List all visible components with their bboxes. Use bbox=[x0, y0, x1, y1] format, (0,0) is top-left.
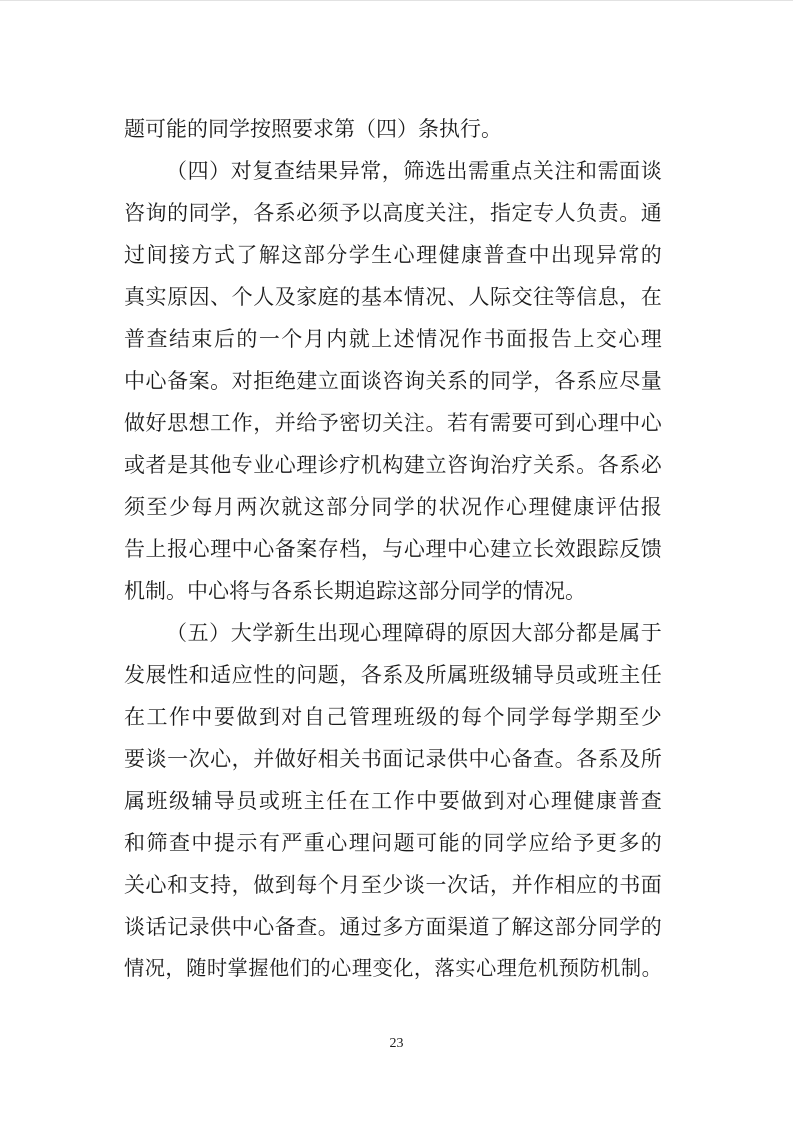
text-line: 普 查 结 束 后 的 一 个 月 内 就 上 述 情 况 作 书 面 报 告 上 交 心 理 bbox=[124, 327, 662, 351]
document-body bbox=[124, 108, 662, 990]
text-line: 咨 询 的 同 学 ， 各 系 必 须 予 以 高 度 关 注 ， 指 定 专 人 负 责 。 通 bbox=[124, 201, 662, 225]
text-line: 做 好 思 想 工 作 ， 并 给 予 密 切 关 注 。 若 有 需 要 可 到 心 理 中 心 bbox=[124, 411, 662, 435]
text-line: 要 谈 一 次 心 ， 并 做 好 相 关 书 面 记 录 供 中 心 备 查 。 各 系 及 所 bbox=[124, 747, 662, 771]
text-line: 属 班 级 辅 导 员 或 班 主 任 在 工 作 中 要 做 到 对 心 理 健 康 普 查 bbox=[124, 789, 662, 813]
text-line: 须 至 少 每 月 两 次 就 这 部 分 同 学 的 状 况 作 心 理 健 康 评 估 报 bbox=[124, 495, 662, 519]
text-line: 题可能的同学按照要求第（四）条执行。 bbox=[124, 117, 502, 141]
text-line: （ 五 ） 大 学 新 生 出 现 心 理 障 碍 的 原 因 大 部 分 都 是 属 于 bbox=[166, 621, 662, 645]
text-line: 真 实 原 因 、 个 人 及 家 庭 的 基 本 情 况 、 人 际 交 往 等 信 息 ， 在 bbox=[124, 285, 662, 309]
text-line: 中 心 备 案 。 对 拒 绝 建 立 面 谈 咨 询 关 系 的 同 学 ， 各 系 应 尽 量 bbox=[124, 369, 662, 393]
text-line: 和 筛 查 中 提 示 有 严 重 心 理 问 题 可 能 的 同 学 应 给 予 更 多 的 bbox=[124, 831, 662, 855]
text-line: （ 四 ） 对 复 查 结 果 异 常 ， 筛 选 出 需 重 点 关 注 和 需 面 谈 bbox=[166, 159, 662, 183]
text-line: 告 上 报 心 理 中 心 备 案 存 档 ， 与 心 理 中 心 建 立 长 效 跟 踪 反 馈 bbox=[124, 537, 662, 561]
text-line: 发 展 性 和 适 应 性 的 问 题 ， 各 系 及 所 属 班 级 辅 导 员 或 班 主 任 bbox=[124, 663, 662, 687]
text-line: 关 心 和 支 持 ， 做 到 每 个 月 至 少 谈 一 次 话 ， 并 作 相 应 的 书 面 bbox=[124, 873, 662, 897]
text-line: 过 间 接 方 式 了 解 这 部 分 学 生 心 理 健 康 普 查 中 出 现 异 常 的 bbox=[124, 243, 662, 267]
text-line: 机制。中心将与各系长期追踪这部分同学的情况。 bbox=[124, 579, 586, 603]
text-line: 谈 话 记 录 供 中 心 备 查 。 通 过 多 方 面 渠 道 了 解 这 部 分 同 学 的 bbox=[124, 915, 662, 939]
page-footer bbox=[0, 1034, 793, 1054]
text-line: 在 工 作 中 要 做 到 对 自 己 管 理 班 级 的 每 个 同 学 每 学 期 至 少 bbox=[124, 705, 662, 729]
text-line: 情 况 ， 随 时 掌 握 他 们 的 心 理 变 化 ， 落 实 心 理 危 机 预 防 机 制 。 bbox=[124, 958, 662, 980]
page-number: 23 bbox=[389, 1036, 404, 1051]
text-line: 或 者 是 其 他 专 业 心 理 诊 疗 机 构 建 立 咨 询 治 疗 关 系 。 各 系 必 bbox=[124, 453, 662, 477]
